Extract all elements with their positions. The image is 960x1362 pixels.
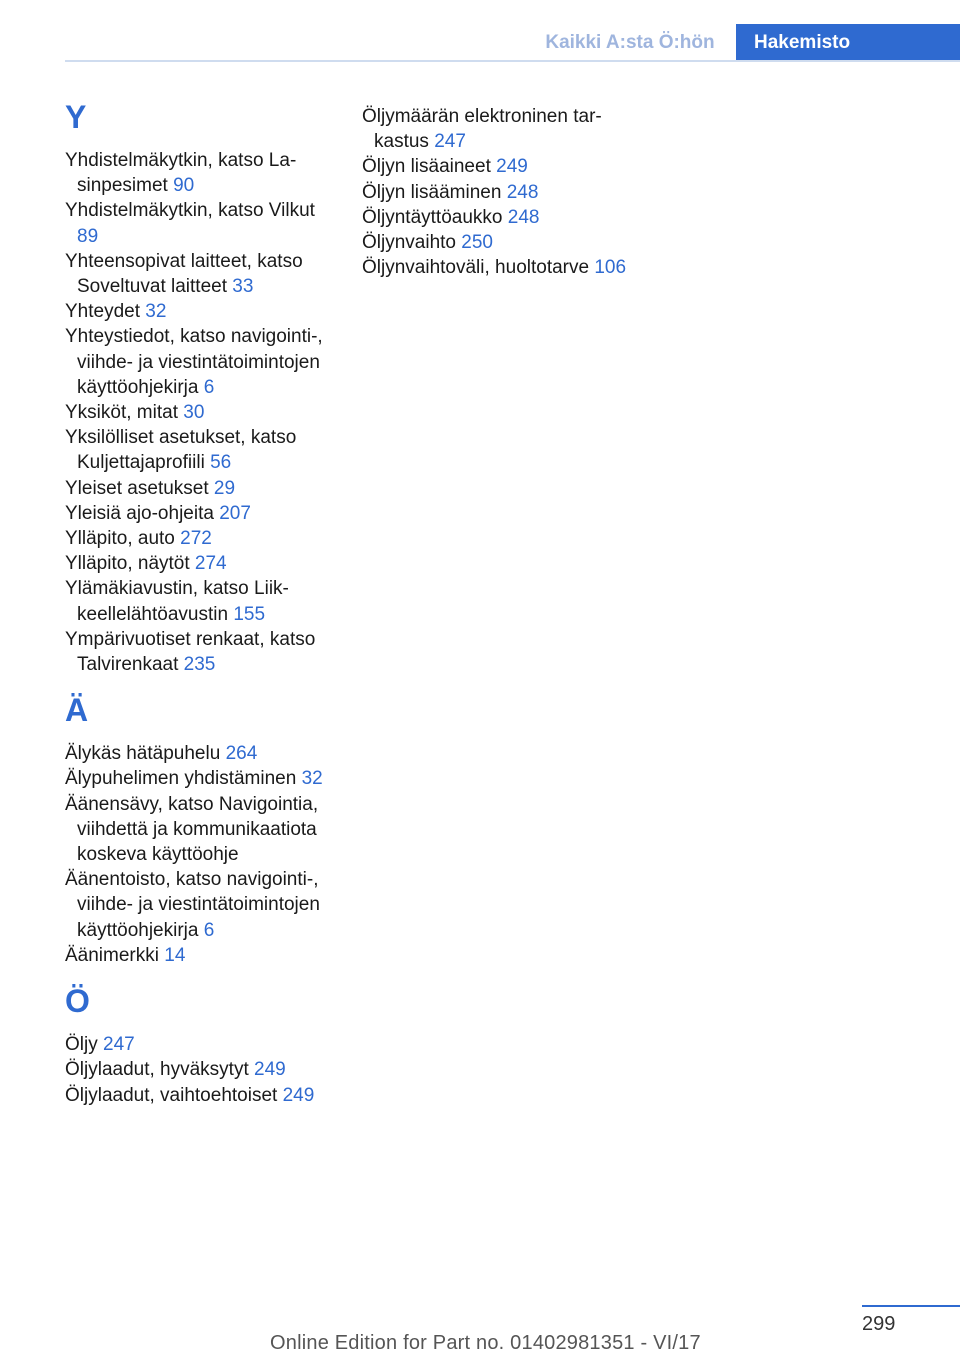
index-entry [65, 1083, 340, 1108]
footer-divider [862, 1305, 960, 1307]
index-entry-text: Äänimerkki [65, 944, 159, 966]
index-entry [362, 230, 637, 255]
index-entry-text: Ylläpito, näytöt [65, 553, 190, 575]
index-entry [65, 249, 340, 299]
page-link[interactable]: 249 [282, 1084, 315, 1106]
index-entry [65, 551, 340, 576]
page-link[interactable]: 90 [173, 175, 195, 197]
index-entry-text: Öljylaadut, hyväksytyt [65, 1059, 249, 1081]
page-link[interactable]: 29 [213, 477, 236, 499]
index-entry [65, 324, 340, 400]
section-letter: Ä [65, 692, 89, 729]
index-entry [362, 154, 637, 179]
index-entry-text: Öljyn lisääminen [362, 181, 502, 203]
index-entry-text: Yhdistelmäkytkin, katso Lasinpesimet [65, 150, 297, 197]
page-link[interactable]: 89 [77, 225, 99, 247]
page-link[interactable]: 207 [219, 502, 251, 524]
index-entry [65, 400, 340, 425]
index-entry [65, 867, 340, 943]
index-left-column [65, 96, 340, 1108]
page-link[interactable]: 274 [194, 553, 227, 575]
page-link[interactable]: 247 [434, 131, 466, 153]
header-tab-index[interactable]: Hakemisto [736, 24, 960, 62]
index-entry-text: Öljyn lisäaineet [362, 156, 491, 178]
header-tab-all-a-to-o[interactable]: Kaikki A:sta Ö:hön [545, 32, 715, 53]
index-entry-text: Öljyntäyttöaukko [362, 206, 503, 228]
index-entry [65, 526, 340, 551]
index-entry [65, 1057, 340, 1082]
index-entry [65, 766, 340, 791]
page-link[interactable]: 272 [180, 528, 212, 550]
index-entry-text: Öljylaadut, vaihtoehtoiset [65, 1084, 278, 1106]
index-entry-text: Yhdistelmäkytkin, katso Vilkut [65, 200, 315, 222]
index-entry-text: Ylläpito, auto [65, 528, 175, 550]
index-entry-text: Älykäs hätäpuhelu [65, 743, 221, 765]
page-link[interactable]: 250 [461, 232, 493, 254]
index-section [65, 96, 340, 677]
page-link[interactable]: 30 [183, 402, 205, 424]
index-entry-text: Äänentoisto, katso navigointi-, viihde- ja viestintätoimintojen käyttöohjekirja [65, 869, 320, 941]
section-letter: Ö [65, 983, 90, 1020]
header-divider [65, 60, 960, 62]
page-link[interactable]: 32 [145, 301, 167, 323]
index-entry [362, 255, 637, 280]
page-link[interactable]: 56 [210, 452, 232, 474]
index-entry [65, 1032, 340, 1057]
index-entry [65, 425, 340, 475]
index-entry [65, 627, 340, 677]
index-section [65, 689, 340, 968]
index-entry-text: Ympärivuotiset renkaat, katso Talvirenkaat [65, 628, 316, 676]
index-entry-text: Yhteydet [65, 301, 140, 323]
page-link[interactable]: 247 [103, 1034, 135, 1056]
page-link[interactable]: 249 [496, 156, 528, 178]
page-link[interactable]: 248 [506, 181, 539, 203]
index-entry-text: Yksilölliset asetukset, katso Kuljettajaprofiili [65, 427, 297, 474]
index-entry-text: Yleisiä ajo-ohjeita [65, 502, 214, 524]
page-link[interactable]: 6 [203, 919, 215, 941]
index-entry-text: Öljy [65, 1034, 98, 1056]
page-link[interactable]: 106 [594, 257, 627, 279]
index-entry [362, 180, 637, 205]
index-entry-text: Yhteystiedot, katso navigointi-, viihde- ja viestintätoimintojen käyttöohjekirja [65, 326, 323, 398]
page-link[interactable]: 32 [301, 768, 323, 790]
page-link[interactable]: 235 [183, 654, 216, 676]
index-entry [65, 501, 340, 526]
footer-edition: Online Edition for Part no. 01402981351 - VI/17 [270, 1332, 701, 1354]
index-entry [65, 576, 340, 626]
page-link[interactable]: 249 [254, 1059, 286, 1081]
index-entry [65, 476, 340, 501]
index-entry [65, 943, 340, 968]
page-number: 299 [862, 1313, 896, 1335]
index-section [65, 980, 340, 1108]
index-entry-text: Äänensävy, katso Navigointia, viihdettä ja kommunikaatiota koskeva käyttöohje [65, 793, 319, 866]
index-entry [362, 205, 637, 230]
index-entry [65, 299, 340, 324]
page-link[interactable]: 264 [225, 743, 258, 765]
index-entry [362, 104, 637, 154]
index-right-column [362, 104, 637, 280]
section-letter: Y [65, 99, 87, 135]
page-link[interactable]: 6 [203, 376, 215, 398]
index-entry-text: Öljynvaihto [362, 232, 456, 254]
index-entry [65, 198, 340, 248]
index-entry [65, 741, 340, 766]
page-link[interactable]: 248 [507, 206, 540, 228]
page-link[interactable]: 155 [233, 603, 266, 625]
page-link[interactable]: 33 [232, 276, 254, 298]
index-entry [65, 148, 340, 198]
index-entry-text: Ylämäkiavustin, katso Liikkeellelähtöavustin [65, 578, 289, 625]
index-entry-text: Öljymäärän elektroninen tarkastus [362, 106, 602, 153]
index-entry [65, 792, 340, 868]
page-link[interactable]: 14 [164, 944, 186, 966]
index-entry-text: Älypuhelimen yhdistäminen [65, 768, 297, 790]
index-entry-text: Yksiköt, mitat [65, 402, 178, 424]
index-entry-text: Öljynvaihtoväli, huoltotarve [362, 257, 590, 279]
index-entry-text: Yleiset asetukset [65, 477, 209, 499]
index-entry-text: Yhteensopivat laitteet, katso Soveltuvat laitteet [65, 250, 303, 298]
